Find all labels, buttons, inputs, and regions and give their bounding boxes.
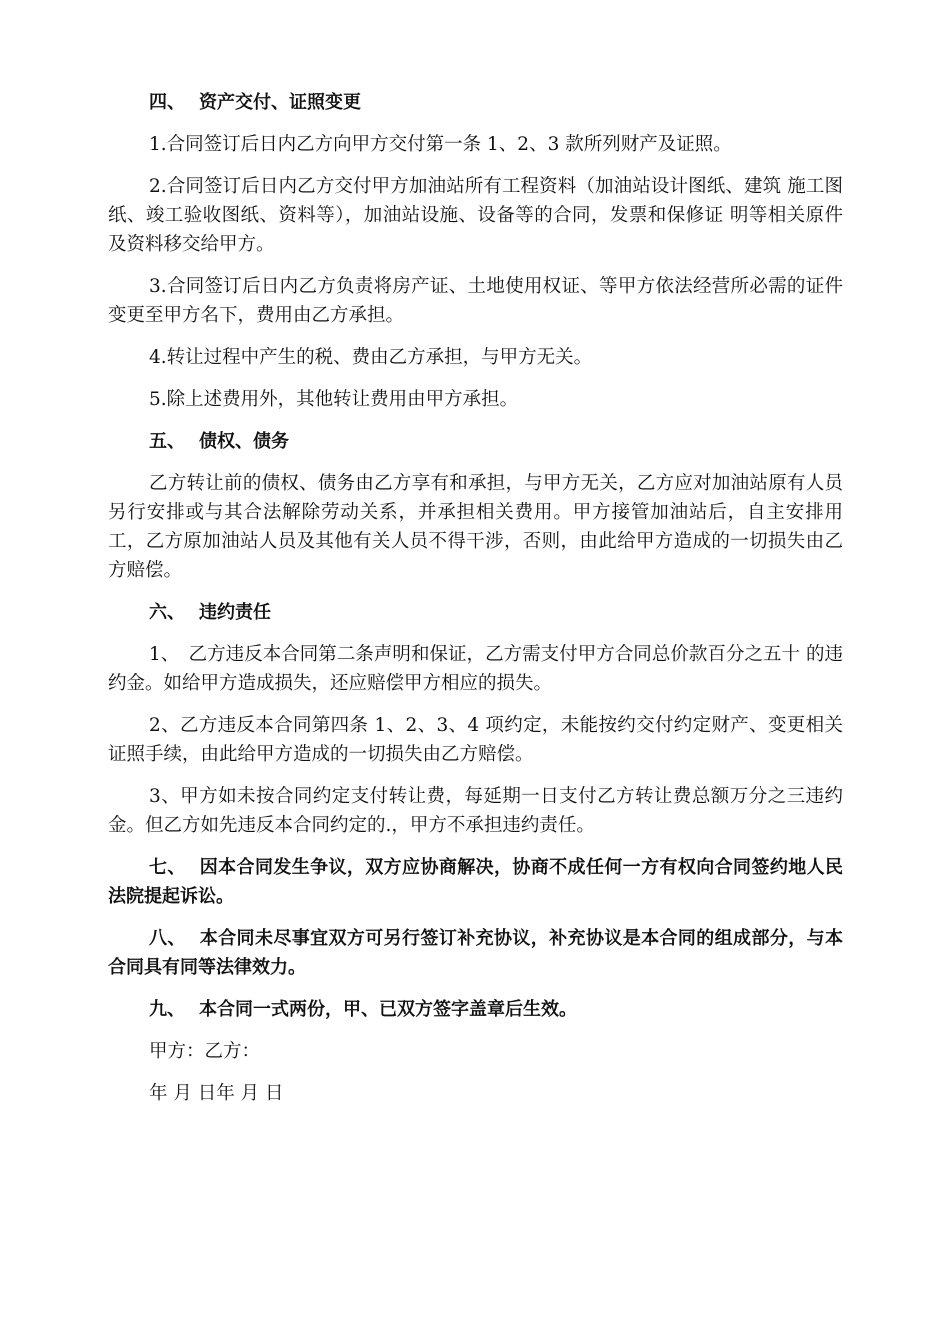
section-7-body: 因本合同发生争议，双方应协商解决，协商不成任何一方有权向合同签约地人民法院提起诉讼。 [108, 857, 843, 907]
section-5-body: 乙方转让前的债权、债务由乙方享有和承担，与甲方无关，乙方应对加油站原有人员另行安排或与其合法解除劳动关系，并承担相关费用。甲方接管加油站后，自主安排用工，乙方原加油站人员及其他有关人员不得干涉，否则，由此给甲方造成的一切损失由乙方赔偿。 [108, 473, 843, 581]
section-4-title: 资产交付、证照变更 [199, 92, 361, 113]
signature-parties: 甲方：乙方： [149, 1041, 261, 1062]
section-6-item-2: 2、乙方违反本合同第四条 1、2、3、4 项约定，未能按约交付约定财产、变更相关证照手续，由此给甲方造成的一切损失由乙方赔偿。 [108, 715, 843, 765]
section-4-item-4: 4.转让过程中产生的税、费由乙方承担，与甲方无关。 [149, 347, 593, 368]
section-4-item-3: 3.合同签订后日内乙方负责将房产证、土地使用权证、等甲方依法经营所必需的证件变更至甲方名下，费用由乙方承担。 [108, 276, 843, 326]
contract-page [108, 88, 843, 1121]
section-9-paragraph [108, 995, 843, 1024]
section-9-body: 本合同一式两份，甲、已双方签字盖章后生效。 [199, 999, 577, 1020]
section-5-heading [108, 427, 843, 456]
section-4-heading [108, 88, 843, 117]
section-6-item-1: 1、 乙方违反本合同第二条声明和保证，乙方需支付甲方合同总价款百分之五十 的违约金。如给甲方造成损失，还应赔偿甲方相应的损失。 [108, 644, 843, 694]
section-6-heading [108, 598, 843, 627]
section-8-paragraph [108, 924, 843, 982]
section-6-number: 六、 [149, 602, 185, 623]
section-8-number: 八、 [149, 928, 186, 949]
signature-date: 年 月 日年 月 日 [149, 1083, 284, 1104]
section-6-item-3: 3、甲方如未按合同约定支付转让费，每延期一日支付乙方转让费总额万分之三违约金。但乙方如先违反本合同约定的.，甲方不承担违约责任。 [108, 786, 843, 836]
section-4-number: 四、 [149, 92, 185, 113]
section-4-item-2: 2.合同签订后日内乙方交付甲方加油站所有工程资料（加油站设计图纸、建筑 施工图纸、竣工验收图纸、资料等），加油站设施、设备等的合同，发票和保修证 明等相关原件及资料移交给甲方。 [108, 176, 843, 255]
section-5-number: 五、 [149, 431, 185, 452]
section-9-number: 九、 [149, 999, 185, 1020]
section-7-number: 七、 [149, 857, 186, 878]
section-4-item-5: 5.除上述费用外，其他转让费用由甲方承担。 [149, 389, 519, 410]
section-8-body: 本合同未尽事宜双方可另行签订补充协议，补充协议是本合同的组成部分，与本合同具有同等法律效力。 [108, 928, 843, 978]
section-7-paragraph [108, 853, 843, 911]
section-5-title: 债权、债务 [199, 431, 289, 452]
section-6-title: 违约责任 [199, 602, 271, 623]
section-4-item-1: 1.合同签订后日内乙方向甲方交付第一条 1、2、3 款所列财产及证照。 [149, 134, 732, 155]
